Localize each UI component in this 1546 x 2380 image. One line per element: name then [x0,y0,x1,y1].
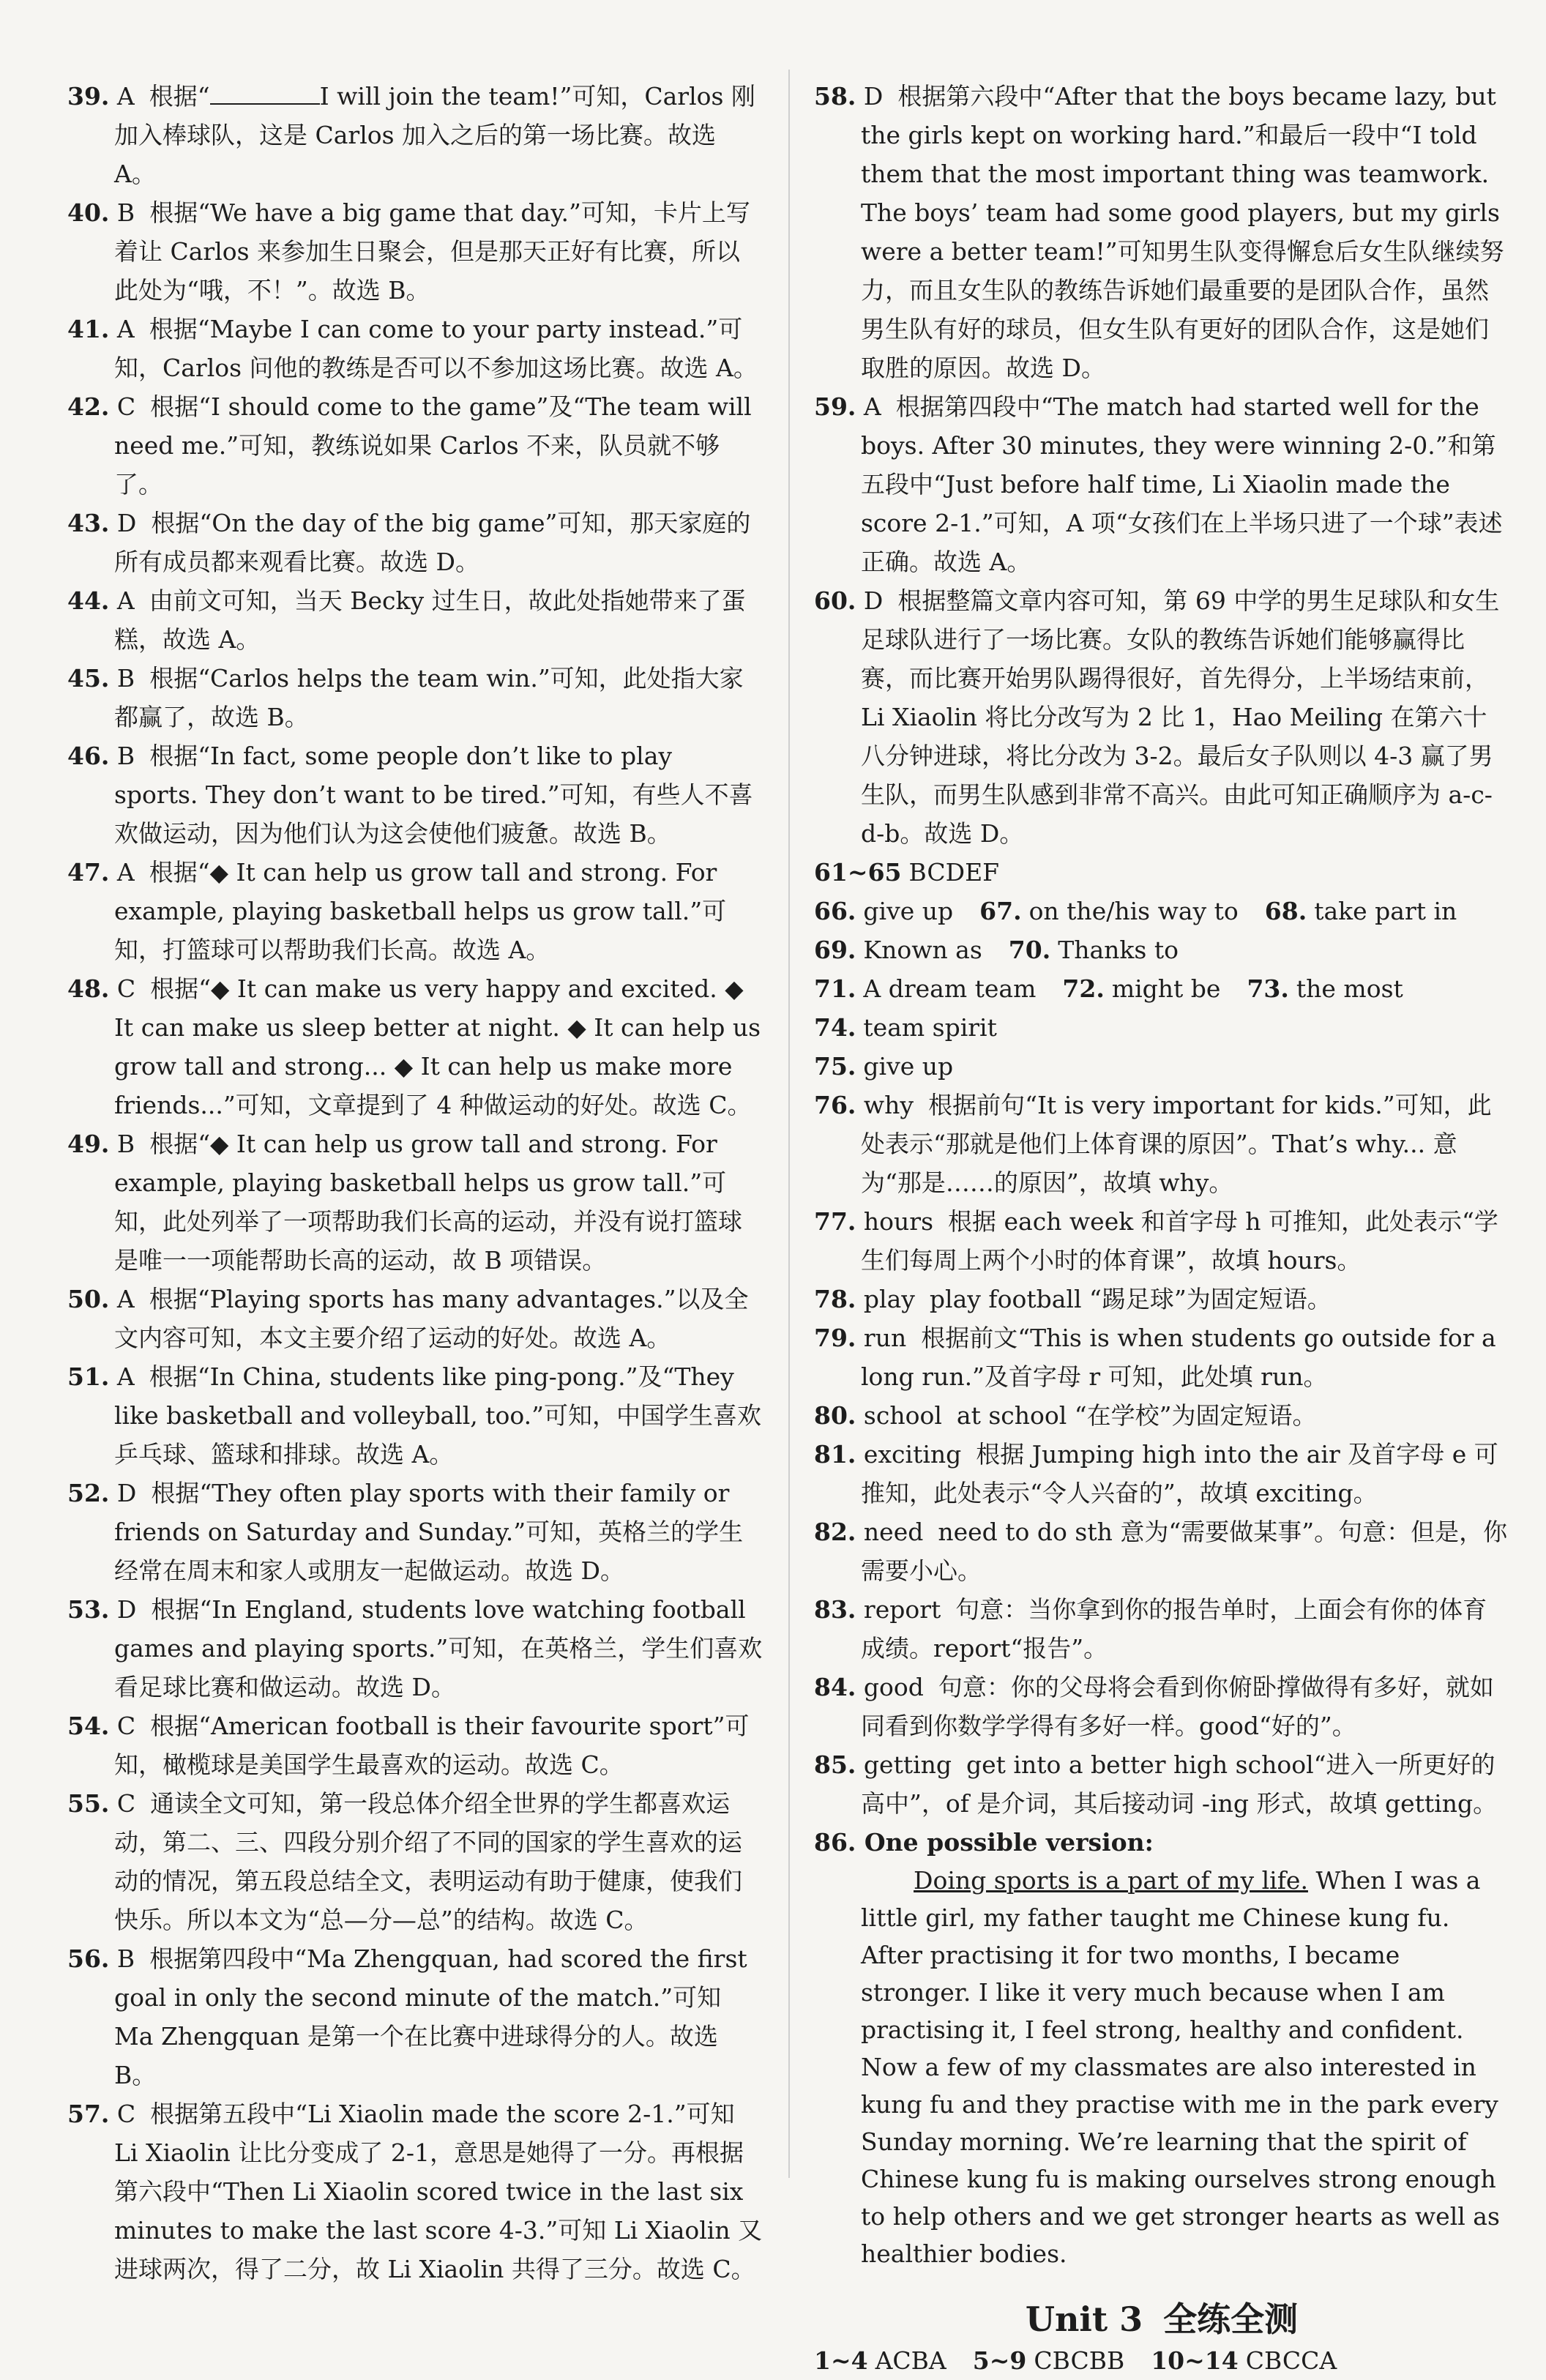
item-number: 45. [67,664,110,693]
item-explanation: 根据 each week 和首字母 h 可推知，此处表示“学生们每周上两个小时的体育课”，故填 hours。 [861,1207,1498,1275]
item-answer: B [116,1944,135,1973]
answer-item [67,387,763,504]
short-answer-row [814,1047,1509,1086]
item-answer: A [116,315,135,343]
item-explanation: 根据“◆ It can help us grow tall and strong. For example, playing basketball helps us grow tall.”可知，打篮球可以帮助我们长高。故选 A。 [114,858,727,964]
essay-text [814,1862,1509,2272]
item-answer: run [863,1324,907,1352]
column-divider [788,70,790,2178]
answer-item [814,387,1509,581]
item-answer: A [863,392,881,421]
item-answer: CBCCA [1245,2346,1337,2375]
right-column [814,77,1509,2380]
item-number: 79. [814,1324,856,1352]
answer-item [814,1745,1509,1823]
answer-item [67,853,763,969]
item-explanation: get into a better high school“进入一所更好的高中”，of 是介词，其后接动词 -ing 形式，故填 getting。 [861,1750,1498,1818]
item-number: 69. [814,936,856,964]
item-number: 60. [814,586,856,615]
answer-item [67,1280,763,1357]
item-answer: A [116,1285,135,1313]
item-answer: B [116,742,135,770]
short-answer-row [814,892,1509,930]
item-answer: B [116,664,135,693]
answer-item [67,1706,763,1784]
answer-item [67,1939,763,2094]
item-number: 43. [67,509,110,537]
item-answer: good [863,1673,924,1701]
item-number: 44. [67,586,110,615]
item-number: 59. [814,392,856,421]
item-answer: C [116,392,136,421]
item-number: 51. [67,1362,110,1391]
item-answer: BCDEF [908,858,1000,887]
item-number: 54. [67,1712,110,1740]
item-answer: D [116,1479,137,1507]
item-number: 40. [67,198,110,227]
item-answer: give up [863,897,954,925]
item-answer: report [863,1595,941,1624]
answer-item [67,659,763,736]
item-number: 72. [1062,974,1105,1003]
essay-first-sentence: Doing sports is a part of my life. [914,1866,1308,1895]
left-column [67,77,763,2288]
answer-item [814,77,1509,387]
item-number: 71. [814,974,856,1003]
answer-item [67,581,763,659]
item-explanation: 根据“Maybe I can come to your party instead.”可知，Carlos 问他的教练是否可以不参加这场比赛。故选 A。 [114,315,758,382]
short-answer-row [814,969,1509,1047]
unit-name: Unit 3 [1025,2299,1143,2339]
item-number: 53. [67,1595,110,1624]
item-answer: need [863,1518,924,1546]
item-explanation: 根据“We have a big game that day.”可知，卡片上写着让 Carlos 来参加生日聚会，但是那天正好有比赛，所以此处为“哦，不！”。故选 B。 [114,198,750,305]
answer-item [67,1784,763,1939]
item-answer: A [116,858,135,887]
item-answer: A dream team [863,974,1037,1003]
item-explanation: play football “踢足球”为固定短语。 [929,1285,1332,1313]
essay-body: When I was a little girl, my father taught me Chinese kung fu. After practising it for two months, I became stronger. I like it very much because when I am practising it, I feel strong, healthy and confident. Now a few of my classmates are also interested in kung fu and they practise with me in the park every Sunday morning. We’re learning that the spirit of Chinese kung fu is making ourselves strong enough to help others and we get stronger hearts as well as healthier bodies. [861,1866,1500,2268]
item-answer: A [116,82,135,111]
item-number: 75. [814,1052,856,1081]
fill-in-answers [814,1086,1509,1823]
item-answer: why [863,1091,914,1119]
item-number: 10~14 [1151,2346,1239,2375]
item-answer: getting [863,1750,952,1779]
item-answer: take part in [1314,897,1457,925]
item-number: 83. [814,1595,856,1624]
answer-item [67,1357,763,1474]
item-number: 49. [67,1130,110,1158]
item-number: 77. [814,1207,856,1236]
item-number: 73. [1247,974,1289,1003]
item-explanation: 根据前文“This is when students go outside for a long run.”及首字母 r 可知，此处填 run。 [861,1324,1496,1391]
unit-answer-line [814,2341,1509,2380]
unit-title: 全练全测 [1163,2299,1299,2339]
item-number: 56. [67,1944,110,1973]
item-number: 67. [979,897,1022,925]
answer-item [67,736,763,853]
item-number: 80. [814,1401,856,1430]
item-number: 47. [67,858,110,887]
item-explanation: 通读全文可知，第一段总体介绍全世界的学生都喜欢运动，第二、三、四段分别介绍了不同的国家的学生喜欢的运动的情况，第五段总结全文，表明运动有助于健康，使我们快乐。所以本文为“总—分—总”的结构。故选 C。 [114,1789,742,1934]
item-explanation: 根据“In China, students like ping-pong.”及“They like basketball and volleyball, too.”可知，中国学生喜欢乒乓球、篮球和排球。故选 A。 [114,1362,762,1469]
item-explanation: 句意：你的父母将会看到你俯卧撑做得有多好，就如同看到你数学学得有多好一样。good“好的”。 [861,1673,1494,1740]
item-number: 52. [67,1479,110,1507]
item-number: 70. [1008,936,1051,964]
item-answer: C [116,2100,136,2128]
writing-sample [814,1823,1509,2272]
reading-answers-right [814,77,1509,853]
item-number: 50. [67,1285,110,1313]
item-explanation: 根据第四段中“Ma Zhengquan, had scored the first goal in only the second minute of the match.”可知 Ma Zhengquan 是第一个在比赛中进球得分的人。故选 B。 [114,1944,747,2089]
item-explanation: 根据第五段中“Li Xiaolin made the score 2-1.”可知 Li Xiaolin 让比分变成了 2-1，意思是她得了一分。再根据第六段中“Then Li Xiaolin scored twice in the last six minutes to make the last score 4-3.”可知 Li Xiaolin 又进球两次，得了二分，故 Li Xiaolin 共得了三分。故选 C。 [114,2100,763,2283]
item-explanation: 根据 Jumping high into the air 及首字母 e 可推知，此处表示“令人兴奋的”，故填 exciting。 [861,1440,1498,1507]
item-answer: the most [1296,974,1403,1003]
item-answer: school [863,1401,942,1430]
answer-item [67,77,763,193]
item-explanation: at school “在学校”为固定短语。 [956,1401,1317,1430]
item-explanation: 根据“In England, students love watching football games and playing sports.”可知，在英格兰，学生们喜欢看足球比赛和做运动。故选 D。 [114,1595,763,1701]
short-answer-lines [814,853,1509,1086]
item-number: 46. [67,742,110,770]
item-answer: Known as [863,936,982,964]
item-explanation: 句意：当你拿到你的报告单时，上面会有你的体育成绩。report“报告”。 [861,1595,1487,1663]
unit-heading [814,2297,1509,2341]
item-explanation: 根据前句“It is very important for kids.”可知，此处表示“那就是他们上体育课的原因”。That’s why... 意为“那是……的原因”，故填 why。 [861,1091,1492,1197]
item-explanation: 根据第六段中“After that the boys became lazy, but the girls kept on working hard.”和最后一段中“I told them that the most important thing was teamwork. The boys’ team had some good players, but my girls were a better team!”可知男生队变得懈怠后女生队继续努力，而且女生队的教练告诉她们最重要的是团队合作，虽然男生队有好的球员，但女生队有更好的团队合作，这是她们取胜的原因。故选 D。 [861,82,1504,382]
answer-item [814,1280,1509,1318]
item-number: 68. [1264,897,1307,925]
item-number: 39. [67,82,110,111]
item-answer: hours [863,1207,934,1236]
answer-item [814,1512,1509,1590]
item-answer: play [863,1285,915,1313]
answer-item [814,1435,1509,1512]
item-answer: team spirit [863,1013,997,1042]
item-number: 78. [814,1285,856,1313]
item-answer: might be [1111,974,1221,1003]
item-explanation: 根据“They often play sports with their family or friends on Saturday and Sunday.”可知，英格兰的学生经常在周末和家人或朋友一起做运动。故选 D。 [114,1479,744,1585]
item-answer: exciting [863,1440,962,1469]
answer-item [67,969,763,1124]
item-answer: ACBA [875,2346,946,2375]
item-number: 1~4 [814,2346,868,2375]
item-explanation: 根据“◆ It can make us very happy and excited. ◆ It can make us sleep better at night. ◆ It can help us grow tall and strong... ◆ It can help us make more friends...”可知，文章提到了 4 种做运动的好处。故选 C。 [114,974,761,1119]
item-number: 85. [814,1750,856,1779]
item-answer: on the/his way to [1028,897,1239,925]
item-number: 81. [814,1440,856,1469]
item-answer: B [116,198,135,227]
item-explanation: 根据第四段中“The match had started well for the boys. After 30 minutes, they were winning 2-0.”和第五段中“Just before half time, Li Xiaolin made the score 2-1.”可知，A 项“女孩们在上半场只进了一个球”表述正确。故选 A。 [861,392,1503,576]
item-answer: A [116,1362,135,1391]
item-number: 58. [814,82,856,111]
short-answer-row [814,930,1509,969]
item-explanation: 根据“In fact, some people don’t like to play sports. They don’t want to be tired.”可知，有些人不喜欢做运动，因为他们认为这会使他们疲惫。故选 B。 [114,742,753,848]
item-answer: D [863,82,884,111]
item-number: 55. [67,1789,110,1818]
item-explanation: 根据“Carlos helps the team win.”可知，此处指大家都赢了，故选 B。 [114,664,744,731]
item-answer: Thanks to [1058,936,1179,964]
answer-item [814,1590,1509,1668]
blank-line [210,81,320,105]
answer-item [814,1396,1509,1435]
item-answer: D [116,509,137,537]
item-number: 57. [67,2100,110,2128]
item-explanation: 由前文可知，当天 Becky 过生日，故此处指她带来了蛋糕，故选 A。 [114,586,746,654]
answer-item [67,504,763,581]
item-number: 76. [814,1091,856,1119]
answer-item [814,1668,1509,1745]
short-answer-row [814,853,1509,892]
answer-item [67,1590,763,1706]
essay-label: 86. One possible version: [814,1828,1154,1857]
answer-item [67,310,763,387]
item-number: 61~65 [814,858,902,887]
item-explanation: 根据“American football is their favourite sport”可知，橄榄球是美国学生最喜欢的运动。故选 C。 [114,1712,750,1779]
item-number: 84. [814,1673,856,1701]
item-number: 48. [67,974,110,1003]
item-number: 42. [67,392,110,421]
answer-item [814,1202,1509,1280]
item-explanation: 根据“◆ It can help us grow tall and strong. For example, playing basketball helps us grow tall.”可知，此处列举了一项帮助我们长高的运动，并没有说打篮球是唯一一项能帮助长高的运动，故 B 项错误。 [114,1130,742,1275]
item-explanation: 根据“On the day of the big game”可知，那天家庭的所有成员都来观看比赛。故选 D。 [114,509,751,576]
answer-item [67,1124,763,1280]
item-number: 74. [814,1013,856,1042]
item-answer: give up [863,1052,954,1081]
item-explanation: 根据整篇文章内容可知，第 69 中学的男生足球队和女生足球队进行了一场比赛。女队的教练告诉她们能够赢得比赛，而比赛开始男队踢得很好，首先得分，上半场结束前，Li Xiaolin 将比分改写为 2 比 1，Hao Meiling 在第六十八分钟进球，将比分改为 3-2。最后女子队则以 4-3 赢了男生队，而男生队感到非常不高兴。由此可知正确顺序为 a-c-d-b。故选 D。 [861,586,1500,848]
item-number: 66. [814,897,856,925]
answer-item [67,1474,763,1590]
item-explanation: 根据“Playing sports has many advantages.”以及全文内容可知，本文主要介绍了运动的好处。故选 A。 [114,1285,749,1352]
item-explanation: 根据“I should come to the game”及“The team will need me.”可知，教练说如果 Carlos 不来，队员就不够了。 [114,392,752,499]
item-answer: CBCBB [1034,2346,1125,2375]
item-explanation: 根据“ [149,82,210,111]
item-answer: C [116,1789,136,1818]
item-answer: A [116,586,135,615]
item-explanation: I will join the team!”可知，Carlos 刚加入棒球队，这是 Carlos 加入之后的第一场比赛。故选 A。 [114,82,755,188]
answer-item [814,1318,1509,1396]
answer-item [814,581,1509,853]
item-answer: B [116,1130,135,1158]
item-answer: D [116,1595,137,1624]
item-number: 5~9 [972,2346,1027,2375]
answer-item [814,1086,1509,1202]
item-number: 82. [814,1518,856,1546]
answer-item [67,193,763,310]
item-answer: C [116,974,136,1003]
item-explanation: need to do sth 意为“需要做某事”。句意：但是，你需要小心。 [861,1518,1508,1585]
answer-item [67,2094,763,2288]
item-number: 41. [67,315,110,343]
item-answer: C [116,1712,136,1740]
item-answer: D [863,586,884,615]
